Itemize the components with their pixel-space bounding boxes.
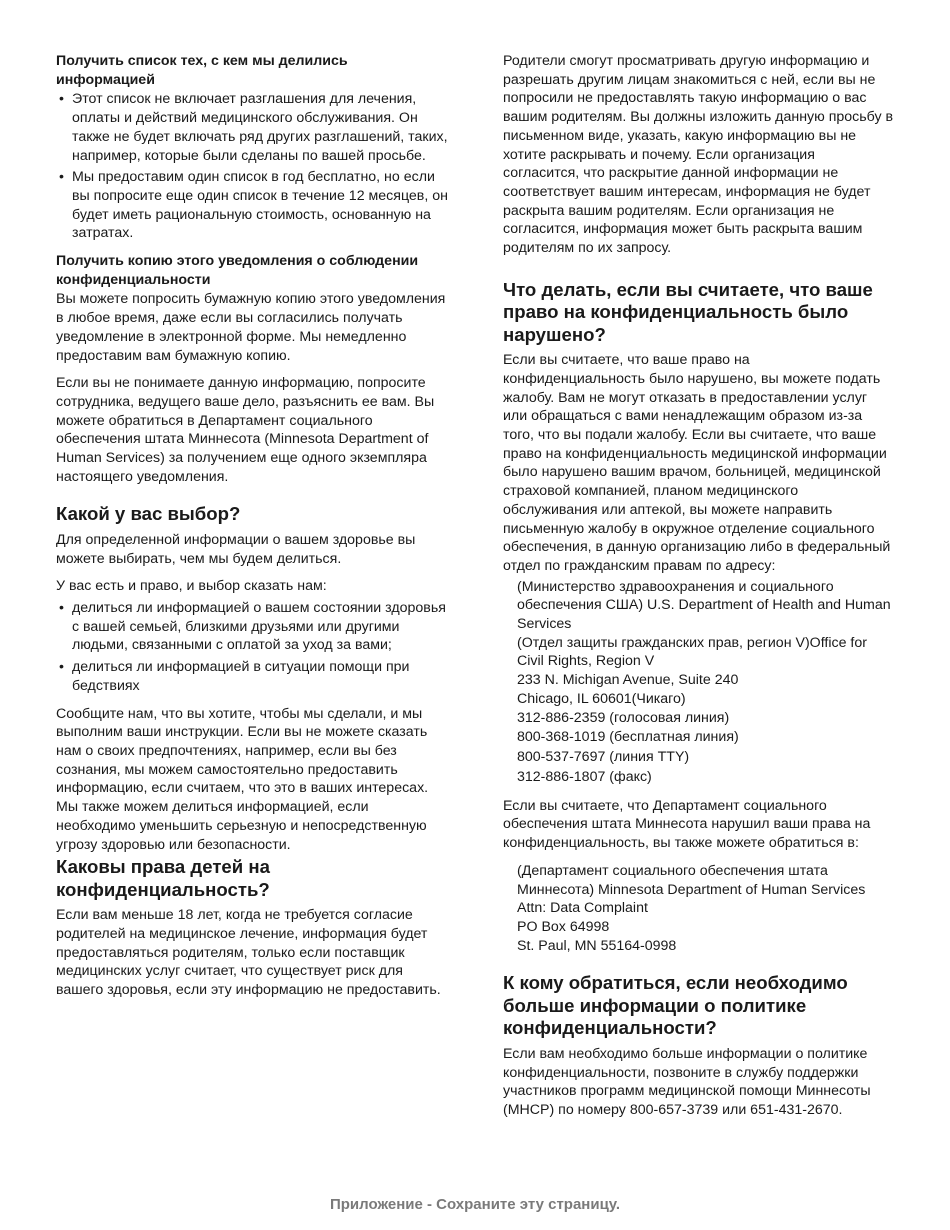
- dhs-address-block: [503, 862, 895, 956]
- paragraph: Если вы не понимаете данную информацию, попросите сотрудника, ведущего ваше дело, разъяснить ее вам. Вы можете обратиться в Департамент социального обеспечения штата Миннесота (Minnesota Department of Human Services) за получением еще одного экземпляра настоящего уведомления.: [56, 375, 435, 485]
- heading-children-rights: Каковы права детей на конфиденциальность?: [56, 856, 270, 900]
- heading-list-of-disclosures: Получить список тех, с кем мы делились информацией: [56, 53, 348, 88]
- address-line: 233 N. Michigan Avenue, Suite 240: [517, 672, 739, 689]
- address-line: (Департамент социального обеспечения штата Миннесота) Minnesota Department of Human Services: [517, 862, 866, 898]
- phone-number: 800-368-1019 (бесплатная линия): [517, 729, 739, 746]
- paragraph: Для определенной информации о вашем здоровье вы можете выбирать, чем мы будем делиться.: [56, 531, 416, 567]
- phone-number: 800-537-7697 (линия TTY): [517, 749, 690, 766]
- heading-copy-of-notice: Получить копию этого уведомления о соблюдении конфиденциальности: [56, 253, 419, 288]
- heading-your-choices: Какой у вас выбор?: [56, 503, 241, 525]
- address-line: PO Box 64998: [517, 919, 610, 935]
- paragraph: Если вы считаете, что ваше право на конфиденциальность было нарушено, вы можете подать жалобу. Вам не могут отказать в предоставлении услуг или обращаться с вами ненадлежащим образом из-за того, что вы подали жалобу. Если вы считаете, что ваше право на конфиденциальность медицинской информации было нарушено вашим врачом, больницей, медицинской страховой компанией, планом медицинского обслуживания или аптекой, вы можете направить письменную жалобу в окружное отделение социального обеспечения, в данную организацию либо в федеральный отдел по гражданским правам по адресу:: [503, 352, 891, 574]
- paragraph: Если вы считаете, что Департамент социального обеспечения штата Миннесота нарушил ваши права на конфиденциальность, вы также можете обратиться в:: [503, 797, 871, 852]
- address-line: St. Paul, MN 55164-0998: [517, 937, 677, 954]
- choices-list: [56, 599, 448, 696]
- right-column: [503, 52, 895, 1129]
- list-item: • делиться ли информацией в ситуации помощи при бедствиях: [72, 658, 448, 695]
- address-line: Attn: Data Complaint: [517, 900, 648, 917]
- paragraph: Сообщите нам, что вы хотите, чтобы мы сделали, и мы выполним ваши инструкции. Если вы не можете сказать нам о своих предпочтениях, например, если вы без сознания, мы можем самостоятельно предоставить информацию, если считаем, что это в ваших интересах. Мы также можем делиться информацией, если необходимо уменьшить серьезную и непосредственную угрозу здоровью или безопасности.: [56, 705, 429, 853]
- list-item: • Мы предоставим один список в год бесплатно, но если вы попросите еще один список в течение 12 месяцев, он будет иметь рациональную стоимость, основанную на затратах.: [72, 168, 448, 243]
- list-item: • Этот список не включает разглашения для лечения, оплаты и действий медицинского обслуживания. Он также не будет включать ряд других разглашений, таких, например, которые были сделаны по вашей просьбе.: [72, 90, 448, 165]
- list-item: • делиться ли информацией о вашем состоянии здоровья с вашей семьей, близкими друзьями или другими людьми, связанными с оплатой за уход за вами;: [72, 599, 448, 655]
- paragraph: Если вам необходимо больше информации о политике конфиденциальности, позвоните в службу поддержки участников программ медицинской помощи Миннесоты (MHCP) по номеру 800-657-3739 или 651-431-2670.: [503, 1045, 871, 1119]
- phone-number: 312-886-2359 (голосовая линия): [517, 709, 730, 726]
- address-line: (Отдел защиты гражданских прав, регион V)Office for Civil Rights, Region V: [517, 634, 867, 670]
- heading-more-information: К кому обратиться, если необходимо больше информации о политике конфиденциальности?: [503, 972, 848, 1039]
- address-line: (Министерство здравоохранения и социального обеспечения США) U.S. Department of Health and Human Services: [517, 578, 891, 633]
- disclosures-list: [56, 90, 448, 243]
- hhs-address-block: [503, 578, 895, 788]
- phone-number: 312-886-1807 (факс): [517, 768, 652, 785]
- heading-rights-violated: Что делать, если вы считаете, что ваше право на конфиденциальность было нарушено?: [503, 278, 873, 345]
- page-footer: Приложение - Сохраните эту страницу.: [329, 1196, 620, 1213]
- address-line: Chicago, IL 60601(Чикаго): [517, 690, 686, 707]
- paragraph: Вы можете попросить бумажную копию этого уведомления в любое время, даже если вы согласились получать уведомление в электронной форме. Мы немедленно предоставим вам бумажную копию.: [56, 291, 446, 364]
- left-column: [56, 52, 448, 1009]
- paragraph: Если вам меньше 18 лет, когда не требуется согласие родителей на медицинское лечение, информация будет предоставляться родителям, только если поставщик медицинских услуг считает, что существует риск для вашего здоровья, если эту информацию не предоставить.: [56, 907, 441, 999]
- paragraph: Родители смогут просматривать другую информацию и разрешать другим лицам знакомиться с ней, если вы не попросили не предоставлять такую информацию о вас вашим родителям. Вы должны изложить данную просьбу в письменном виде, указать, какую информацию вы не хотите раскрывать и почему. Если организация согласится, что раскрытие данной информации не соответствует вашим интересам, информация не будет раскрыта вашим родителям. Если организация не согласится, информация может быть раскрыта вашим родителям по их запросу.: [503, 53, 894, 257]
- paragraph: У вас есть и право, и выбор сказать нам:: [56, 578, 327, 595]
